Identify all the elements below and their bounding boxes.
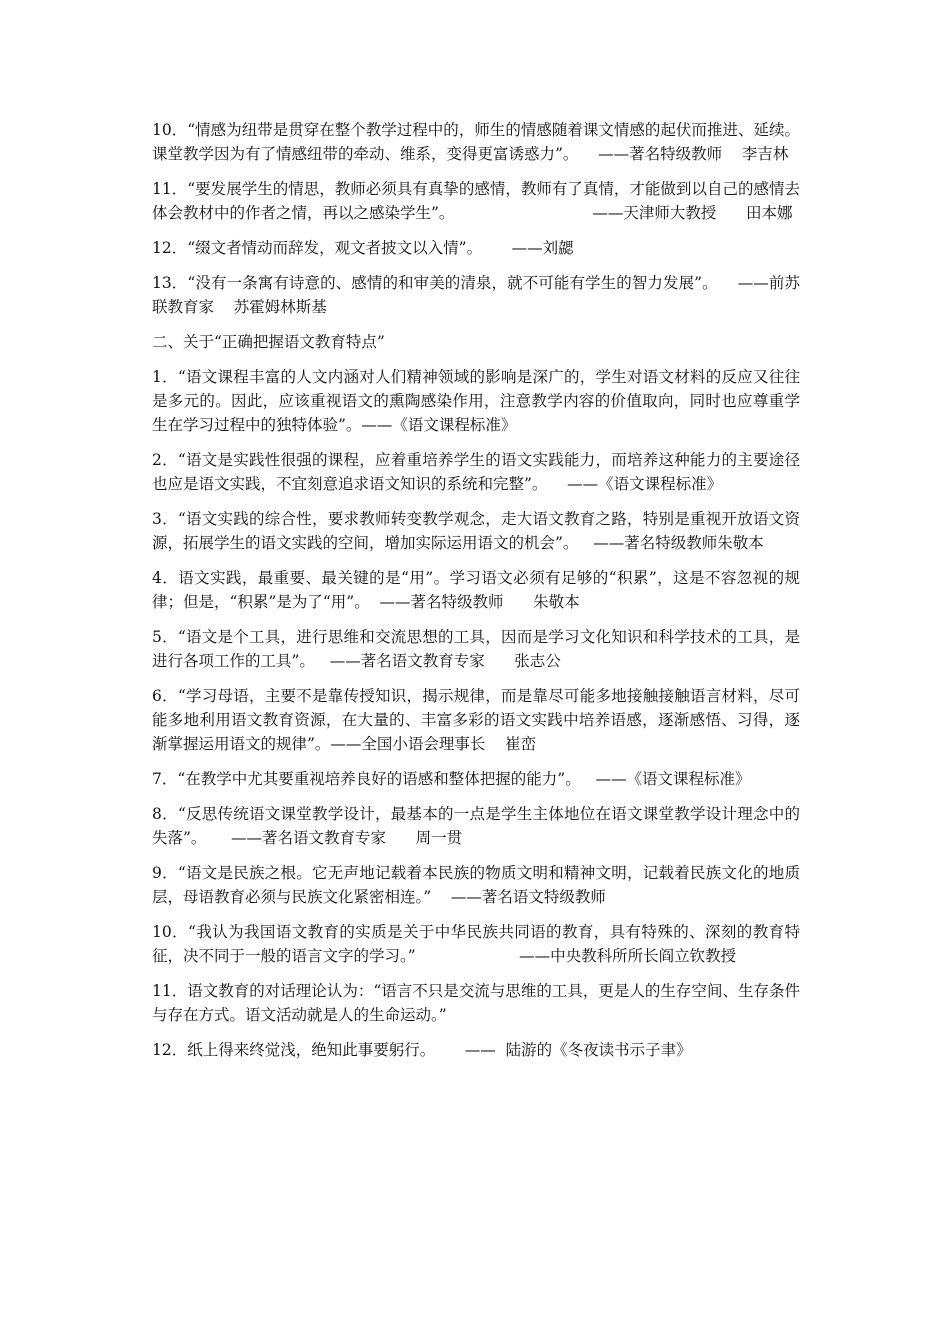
document-body — [152, 118, 800, 1073]
quote-paragraph-10: 6．“学习母语，主要不是靠传授知识，揭示规律，而是靠尽可能多地接触接触语言材料，尽可能多地利用语文教育资源，在大量的、丰富多彩的语文实践中培养语感，逐渐感悟、习得，逐渐掌握运用语文的规律”。——全国小语会理事长 崔峦 — [152, 687, 800, 753]
quote-paragraph-8: 4．语文实践，最重要、最关键的是“用”。学习语文必须有足够的“积累”，这是不容忽视的规律；但是，“积累”是为了“用”。 ——著名特级教师 朱敬本 — [152, 569, 800, 611]
quote-paragraph-9: 5．“语文是个工具，进行思维和交流思想的工具，因而是学习文化知识和科学技术的工具，是进行各项工作的工具”。 ——著名语文教育专家 张志公 — [152, 628, 800, 670]
quote-paragraph-7: 3．“语文实践的综合性，要求教师转变教学观念，走大语文教育之路，特别是重视开放语文资源，拓展学生的语文实践的空间，增加实际运用语文的机会”。 ——著名特级教师朱敬本 — [152, 510, 800, 552]
quote-paragraph-2: 11．“要发展学生的情思，教师必须具有真挚的感情，教师有了真情，才能做到以自己的感情去体会教材中的作者之情，再以之感染学生”。 ——天津师大教授 田本娜 — [152, 180, 800, 222]
quote-paragraph-5: 1．“语文课程丰富的人文内涵对人们精神领域的影响是深广的，学生对语文材料的反应又往往是多元的。因此，应该重视语文的熏陶感染作用，注意教学内容的价值取向，同时也应尊重学生在学习过程中的独特体验”。——《语文课程标准》 — [152, 368, 800, 434]
quote-paragraph-6: 2．“语文是实践性很强的课程，应着重培养学生的语文实践能力，而培养这种能力的主要途径也应是语文实践，不宜刻意追求语文知识的系统和完整”。 ——《语文课程标准》 — [152, 451, 800, 493]
quote-paragraph-12: 8．“反思传统语文课堂教学设计，最基本的一点是学生主体地位在语文课堂教学设计理念中的失落”。 ——著名语文教育专家 周一贯 — [152, 805, 800, 847]
section-heading: 二、关于“正确把握语文教育特点” — [152, 333, 385, 351]
quote-paragraph-16: 12．纸上得来终觉浅，绝知此事要躬行。 —— 陆游的《冬夜读书示子聿》 — [152, 1041, 692, 1059]
quote-paragraph-4: 13．“没有一条寓有诗意的、感情的和审美的清泉，就不可能有学生的智力发展”。 ——前苏联教育家 苏霍姆林斯基 — [152, 274, 800, 316]
quote-paragraph-3: 12．“缀文者情动而辞发，观文者披文以入情”。 ——刘勰 — [152, 239, 574, 257]
quote-paragraph-13: 9．“语文是民族之根。它无声地记载着本民族的物质文明和精神文明，记载着民族文化的地质层，母语教育必须与民族文化紧密相连。” ——著名语文特级教师 — [152, 864, 800, 906]
quote-paragraph-15: 11．语文教育的对话理论认为：“语言不只是交流与思维的工具，更是人的生存空间、生存条件与存在方式。语文活动就是人的生命运动。” — [152, 982, 800, 1024]
quote-paragraph-11: 7．“在教学中尤其要重视培养良好的语感和整体把握的能力”。 ——《语文课程标准》 — [152, 770, 751, 788]
quote-paragraph-1: 10．“情感为纽带是贯穿在整个教学过程中的，师生的情感随着课文情感的起伏而推进、延续。课堂教学因为有了情感纽带的牵动、维系，变得更富诱惑力”。 ——著名特级教师 李吉林 — [152, 121, 800, 163]
quote-paragraph-14: 10．“我认为我国语文教育的实质是关于中华民族共同语的教育，具有特殊的、深刻的教育特征，决不同于一般的语言文字的学习。” ——中央教科所所长阎立钦教授 — [152, 923, 800, 965]
